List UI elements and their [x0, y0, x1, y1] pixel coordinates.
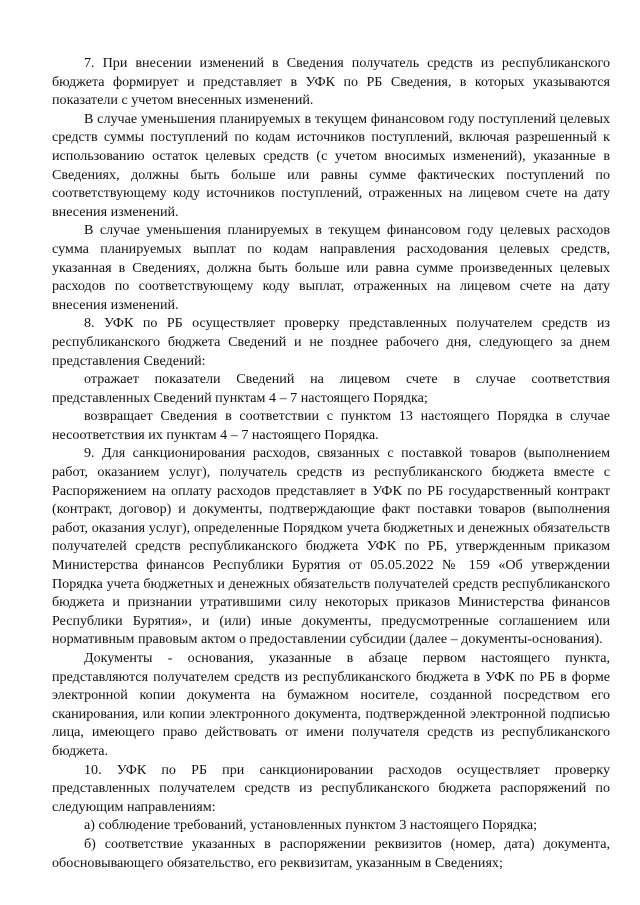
paragraph-base-documents: Документы - основания, указанные в абзаце первом настоящего пункта, представляются получателем средств из республиканского бюджета в УФК по РБ в форме электронной копии документа на бумажном носителе, созданной посредством его сканирования, или копии электронного документа, подтвержденной электронной подписью лица, имеющего право действовать от имени получателя средств из республиканского бюджета.	[52, 650, 610, 759]
paragraph-item-7: 7. При внесении изменений в Сведения получатель средств из республиканского бюджета формирует и представляет в УФК по РБ Сведения, в которых указываются показатели с учетом внесенных изменений.	[52, 55, 610, 109]
paragraph-return: возвращает Сведения в соответствии с пунктом 13 настоящего Порядка в случае несоответствия их пунктам 4 – 7 настоящего Порядка.	[52, 408, 610, 443]
paragraph-item-10a: а) соблюдение требований, установленных пунктом 3 настоящего Порядка;	[84, 817, 538, 834]
paragraph-reflect: отражает показатели Сведений на лицевом счете в случае соответствия представленных Сведений пунктам 4 – 7 настоящего Порядка;	[52, 371, 610, 406]
paragraph-expense-decrease: В случае уменьшения планируемых в текущем финансовом году целевых расходов сумма планируемых выплат по кодам направления расходования целевых средств, указанная в Сведениях, должна быть больше или равна сумме произведенных целевых расходов по соответствующему коду выплат, отраженных на лицевом счете на дату внесения изменений.	[52, 222, 610, 313]
paragraph-item-8: 8. УФК по РБ осуществляет проверку представленных получателем средств из республиканского бюджета Сведений и не позднее рабочего дня, следующего за днем представления Сведений:	[52, 315, 610, 369]
paragraph-item-10b: б) соответствие указанных в распоряжении реквизитов (номер, дата) документа, обосновывающего обязательство, его реквизитам, указанным в Сведениях;	[52, 835, 610, 871]
paragraph-item-9: 9. Для санкционирования расходов, связанных с поставкой товаров (выполнением работ, оказанием услуг), получатель средств из республиканского бюджета вместе с Распоряжением на оплату расходов представляет в УФК по РБ государственный контракт (контракт, договор) и документы, подтверждающие факт поставки товаров (выполнения работ, оказания услуг), определенные Порядком учета бюджетных и денежных обязательств получателей средств республиканского бюджета УФК по РБ, утвержденным приказом Министерства финансов Республики Бурятия от 05.05.2022 № 159 «Об утверждении Порядка учета бюджетных и денежных обязательств получателей средств республиканского бюджета и признании утратившими силу некоторых приказов Министерства финансов Республики Бурятия», и (или) иные документы, предусмотренные соглашением или нормативным правовым актом о предоставлении субсидии (далее – документы-основания).	[52, 445, 610, 648]
paragraph-income-decrease: В случае уменьшения планируемых в текущем финансовом году поступлений целевых средств суммы поступлений по кодам источников поступлений, включая разрешенный к использованию остаток целевых средств (с учетом вносимых изменений), указанные в Сведениях, должны быть больше или равны сумме фактических поступлений по соответствующему коду источников поступлений, отраженных на лицевом счете на дату внесения изменений.	[52, 110, 610, 220]
paragraph-item-10: 10. УФК по РБ при санкционировании расходов осуществляет проверку представленных получателем средств из республиканского бюджета распоряжений по следующим направлениям:	[52, 761, 610, 815]
